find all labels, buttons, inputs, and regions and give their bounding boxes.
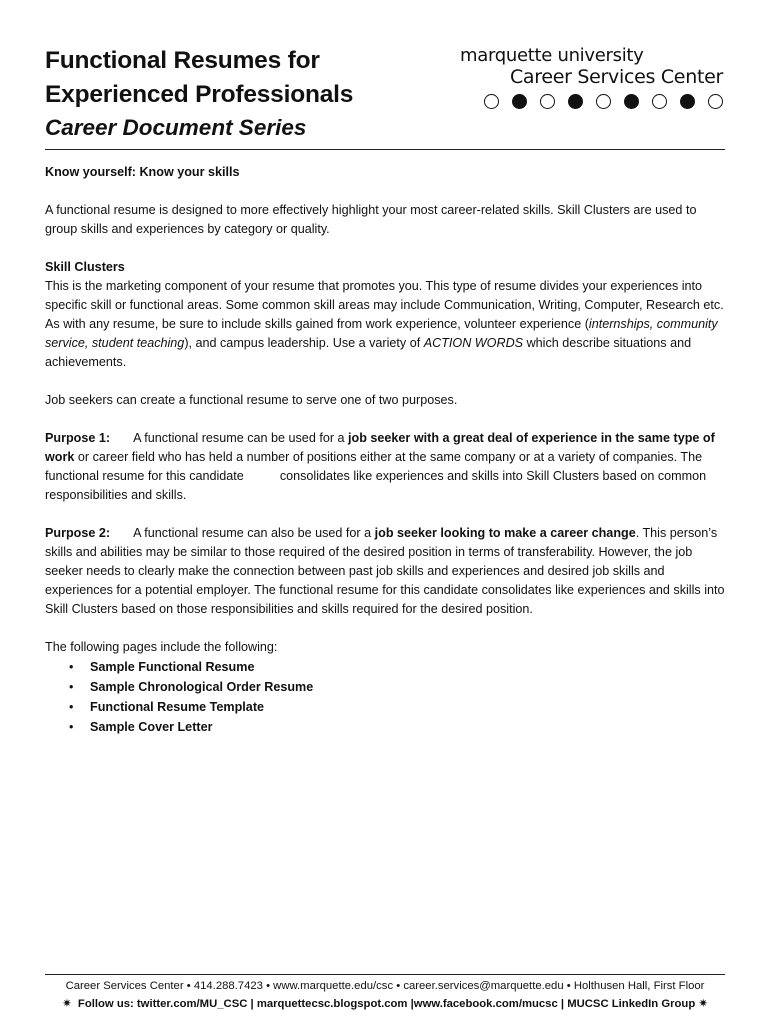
purpose-2-paragraph	[45, 524, 729, 619]
document-title-line-2: Experienced Professionals	[45, 81, 354, 108]
bullet-icon: •	[69, 680, 74, 694]
sc-text-2: ), and campus leadership. Use a variety of	[184, 336, 424, 350]
purpose-1-bold: job seeker with a great deal of experience in the same type of work	[45, 431, 715, 464]
purpose-1-label: Purpose 1:	[45, 431, 111, 445]
footer-divider	[45, 974, 725, 975]
list-item	[45, 717, 729, 737]
sc-text-1: This is the marketing component of your resume that promotes you. This type of resume divides your experiences into specific skill or functional areas. Some common skill areas may include Communication, Writing, Computer, Research etc. As with any resume, be sure to include skills gained from work experience, volunteer experience (	[45, 279, 724, 331]
footer-contact-line: Career Services Center • 414.288.7423 • www.marquette.edu/csc • career.services@marquette.edu • Holthusen Hall, First Floor	[65, 980, 705, 992]
purpose-2-label: Purpose 2:	[45, 526, 111, 540]
title-block	[45, 44, 353, 144]
star-icon: ✷	[698, 998, 708, 1010]
list-item-label: Sample Chronological Order Resume	[90, 680, 314, 694]
purpose-2-bold: job seeker looking to make a career change	[374, 526, 636, 540]
sc-italic-examples: internships, community service, student teaching	[45, 317, 718, 350]
list-item	[45, 657, 729, 677]
purpose-1-paragraph	[45, 429, 729, 505]
purpose-1-text-1: A functional resume can be used for a	[133, 431, 349, 445]
purposes-intro: Job seekers can create a functional resume to serve one of two purposes.	[45, 393, 458, 407]
bullet-icon: •	[69, 700, 74, 714]
footer-social-line	[40, 995, 730, 1013]
bullet-icon: •	[69, 660, 74, 674]
purpose-2-text-1: A functional resume can also be used for a	[133, 526, 375, 540]
hollow-dot-icon	[596, 94, 611, 109]
document-title-line-1: Functional Resumes for	[45, 47, 320, 74]
header-divider	[45, 149, 725, 150]
sc-text-3: which describe situations and achievements.	[45, 336, 692, 369]
logo-dot-row	[460, 94, 725, 109]
filled-dot-icon	[568, 94, 583, 109]
skill-clusters-heading: Skill Clusters	[45, 260, 125, 274]
star-icon: ✷	[62, 998, 72, 1010]
document-body	[45, 163, 729, 737]
marquette-logo	[460, 46, 725, 109]
list-item-label: Functional Resume Template	[90, 700, 265, 714]
filled-dot-icon	[680, 94, 695, 109]
purpose-1-text-3: consolidates like experiences and skills into Skill Clusters based on common responsibilities and skills.	[45, 469, 707, 502]
sc-action-words: ACTION WORDS	[423, 336, 524, 350]
logo-university-text: marquette university	[460, 45, 644, 66]
document-header	[45, 44, 725, 150]
following-pages-list	[45, 657, 729, 737]
footer-social-text: Follow us: twitter.com/MU_CSC | marquettecsc.blogspot.com |www.facebook.com/mucsc | MUCSC LinkedIn Group	[77, 998, 696, 1010]
following-pages-intro: The following pages include the following:	[45, 640, 278, 654]
filled-dot-icon	[624, 94, 639, 109]
document-series: Career Document Series	[45, 115, 307, 140]
intro-paragraph: A functional resume is designed to more effectively highlight your most career-related skills. Skill Clusters are used to group skills and experiences by category or quality.	[45, 203, 697, 236]
list-item-label: Sample Functional Resume	[90, 660, 255, 674]
logo-center-text: Career Services Center	[509, 66, 723, 88]
document-footer	[40, 977, 730, 1013]
skill-clusters-paragraph	[45, 277, 729, 372]
hollow-dot-icon	[484, 94, 499, 109]
bullet-icon: •	[69, 720, 74, 734]
list-item	[45, 697, 729, 717]
hollow-dot-icon	[540, 94, 555, 109]
purpose-1-text-2: or career field who has held a number of positions either at the same company or at a variety of companies. The functional resume for this candidate	[45, 450, 703, 483]
list-item	[45, 677, 729, 697]
hollow-dot-icon	[652, 94, 667, 109]
list-item-label: Sample Cover Letter	[90, 720, 213, 734]
purpose-2-text-2: . This person’s skills and abilities may be similar to those required of the desired position in terms of transferability. However, the job seeker needs to clearly make the connection between past job skills and experiences and desired job skills and experiences for a potential employer. The functional resume for this candidate consolidates like experiences and skills into Skill Clusters based on those responsibilities and skills required for the desired position.	[45, 526, 725, 616]
filled-dot-icon	[512, 94, 527, 109]
hollow-dot-icon	[708, 94, 723, 109]
section-heading: Know yourself: Know your skills	[45, 165, 240, 179]
